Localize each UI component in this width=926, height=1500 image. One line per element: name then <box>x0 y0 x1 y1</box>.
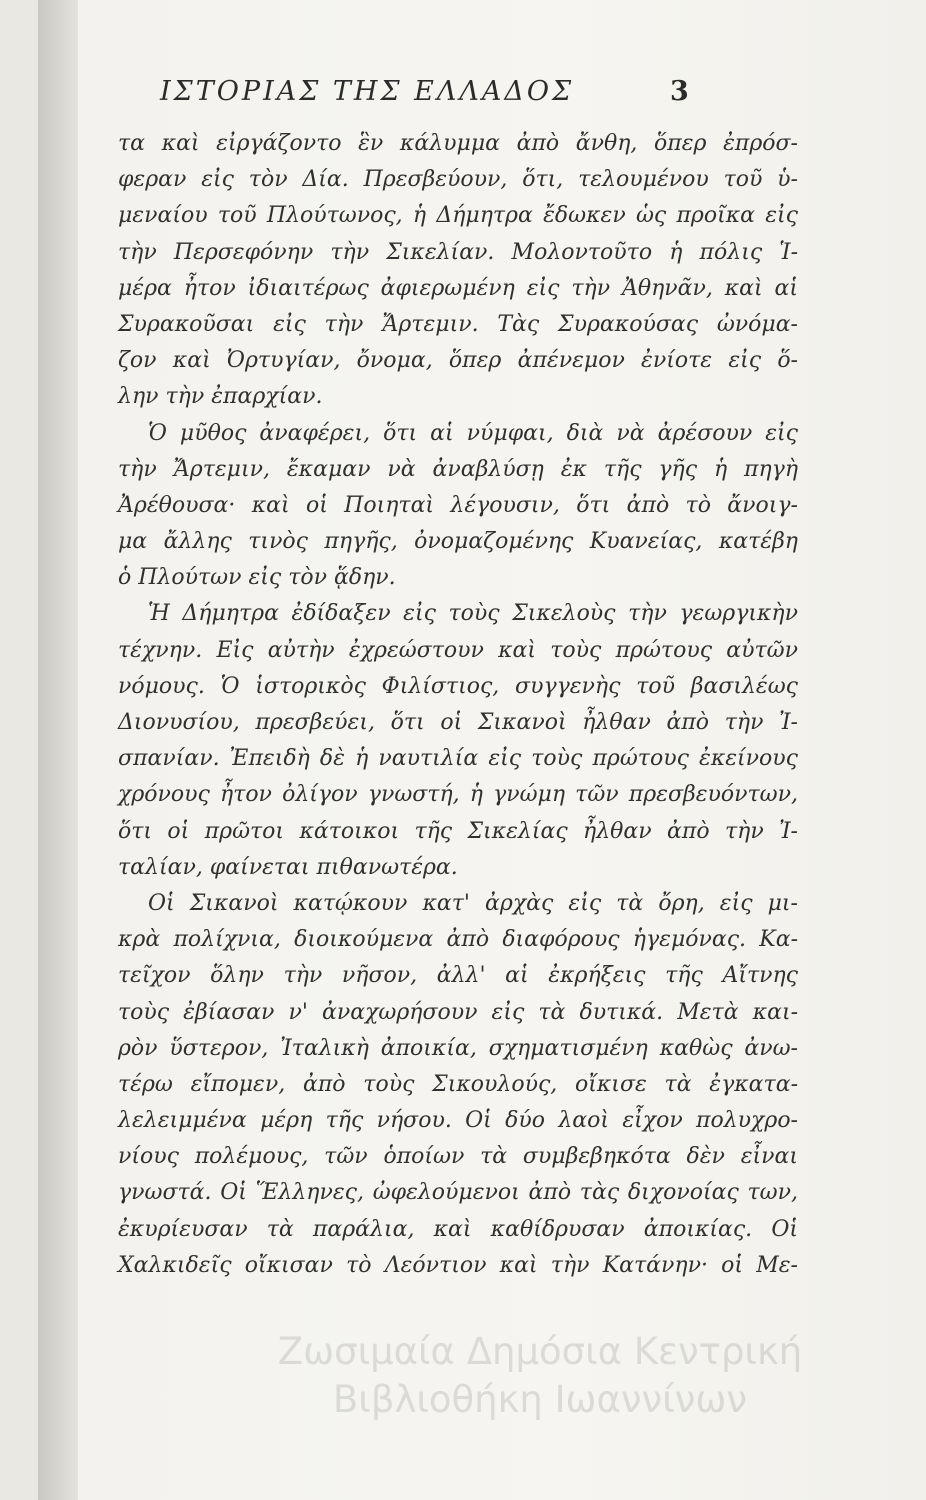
text-line: τέρω εἴπομεν, ἀπὸ τοὺς Σικουλούς, οἴκισε τὰ ἐγκατα- <box>118 1071 798 1097</box>
text-line: μα ἄλλης τινὸς πηγῆς, ὀνομαζομένης Κυανείας, κατέβη <box>118 529 798 555</box>
text-line: ἐκυρίευσαν τὰ παράλια, καὶ καθίδρυσαν ἀποικίας. Οἱ <box>118 1216 798 1242</box>
paragraph-first-line: Ὁ μῦθος ἀναφέρει, ὅτι αἱ νύμφαι, διὰ νὰ ἀρέσουν εἰς <box>148 420 798 446</box>
text-line: Ἀρέθουσα· καὶ οἱ Ποιηταὶ λέγουσιν, ὅτι ἀπὸ τὸ ἄνοιγ- <box>118 492 798 518</box>
text-line: γνωστά. Οἱ Ἕλληνες, ὠφελούμενοι ἀπὸ τὰς διχονοίας των, <box>118 1180 798 1206</box>
paragraph-first-line: Οἱ Σικανοὶ κατῴκουν κατ' ἀρχὰς εἰς τὰ ὄρη, εἰς μι- <box>148 890 798 916</box>
text-line: Διονυσίου, πρεσβεύει, ὅτι οἱ Σικανοὶ ἦλθαν ἀπὸ τὴν Ἰ- <box>118 710 798 735</box>
running-head: ΙΣΤΟΡΙΑΣ ΤΗΣ ΕΛΛΑΔΟΣ <box>160 76 575 107</box>
text-line: μέρα ἦτον ἰδιαιτέρως ἀφιερωμένη εἰς τὴν Ἀθηνᾶν, καὶ αἱ <box>118 275 798 301</box>
text-line: νίους πολέμους, τῶν ὁποίων τὰ συμβεβηκότα δὲν εἶναι <box>118 1144 798 1170</box>
text-line: μεναίου τοῦ Πλούτωνος, ἡ Δήμητρα ἔδωκεν ὡς προῖκα εἰς <box>118 203 798 229</box>
text-line: ζον καὶ Ὀρτυγίαν, ὄνομα, ὅπερ ἀπένεμον ἐνίοτε εἰς ὅ- <box>118 348 798 374</box>
watermark-line-1: Ζωσιμαία Δημόσια Κεντρική <box>277 1330 803 1373</box>
text-line: ταλίαν, φαίνεται πιθανωτέρα. <box>118 854 458 880</box>
text-line: λελειμμένα μέρη τῆς νήσου. Οἱ δύο λαοὶ εἶχον πολυχρο- <box>118 1108 798 1134</box>
text-line: τα καὶ εἰργάζοντο ἓν κάλυμμα ἀπὸ ἄνθη, ὅπερ ἐπρόσ- <box>118 131 798 156</box>
text-line: ρὸν ὕστερον, Ἰταλικὴ ἀποικία, σχηματισμένη καθὼς ἀνω- <box>118 1035 798 1061</box>
watermark-line-2: Βιβλιοθήκη Ιωαννίνων <box>332 1378 748 1421</box>
text-line: χρόνους ἦτον ὀλίγον γνωστή, ἡ γνώμη τῶν πρεσβευόντων, <box>118 782 798 808</box>
text-line: ὁ Πλούτων εἰς τὸν ᾅδην. <box>118 565 396 591</box>
text-line: φεραν εἰς τὸν Δία. Πρεσβεύουν, ὅτι, τελουμένου τοῦ ὑ- <box>118 167 798 193</box>
page-number: 3 <box>670 76 689 107</box>
text-line: σπανίαν. Ἐπειδὴ δὲ ἡ ναυτιλία εἰς τοὺς πρώτους ἐκείνους <box>118 746 798 772</box>
text-line: κρὰ πολίχνια, διοικούμενα ἀπὸ διαφόρους ἡγεμόνας. Κα- <box>118 927 798 953</box>
text-line: Χαλκιδεῖς οἴκισαν τὸ Λεόντιον καὶ τὴν Κατάνην· οἱ Με- <box>118 1252 798 1278</box>
text-line: τεῖχον ὅλην τὴν νῆσον, ἀλλ' αἱ ἐκρήξεις τῆς Αἴτνης <box>118 963 798 989</box>
body-text <box>118 126 798 1284</box>
text-line: τοὺς ἐβίασαν ν' ἀναχωρήσουν εἰς τὰ δυτικά. Μετὰ και- <box>118 999 798 1025</box>
text-line: τέχνην. Εἰς αὐτὴν ἐχρεώστουν καὶ τοὺς πρώτους αὐτῶν <box>118 637 798 663</box>
text-line: τὴν Περσεφόνην τὴν Σικελίαν. Μολοντοῦτο ἡ πόλις Ἱ- <box>118 239 798 265</box>
text-line: λην τὴν ἐπαρχίαν. <box>118 384 323 410</box>
text-line: νόμους. Ὁ ἱστορικὸς Φιλίστιος, συγγενὴς τοῦ βασιλέως <box>118 673 798 699</box>
page-gutter <box>38 0 78 1500</box>
page-header <box>160 76 760 116</box>
text-line: Συρακοῦσαι εἰς τὴν Ἄρτεμιν. Τὰς Συρακούσας ὠνόμα- <box>118 311 798 337</box>
text-line: τὴν Ἄρτεμιν, ἔκαμαν νὰ ἀναβλύσῃ ἐκ τῆς γῆς ἡ πηγὴ <box>118 456 798 482</box>
library-watermark <box>200 1328 880 1424</box>
text-line: ὅτι οἱ πρῶτοι κάτοικοι τῆς Σικελίας ἦλθαν ἀπὸ τὴν Ἰ- <box>118 818 798 844</box>
paragraph-first-line: Ἡ Δήμητρα ἐδίδαξεν εἰς τοὺς Σικελοὺς τὴν γεωργικὴν <box>148 601 798 627</box>
